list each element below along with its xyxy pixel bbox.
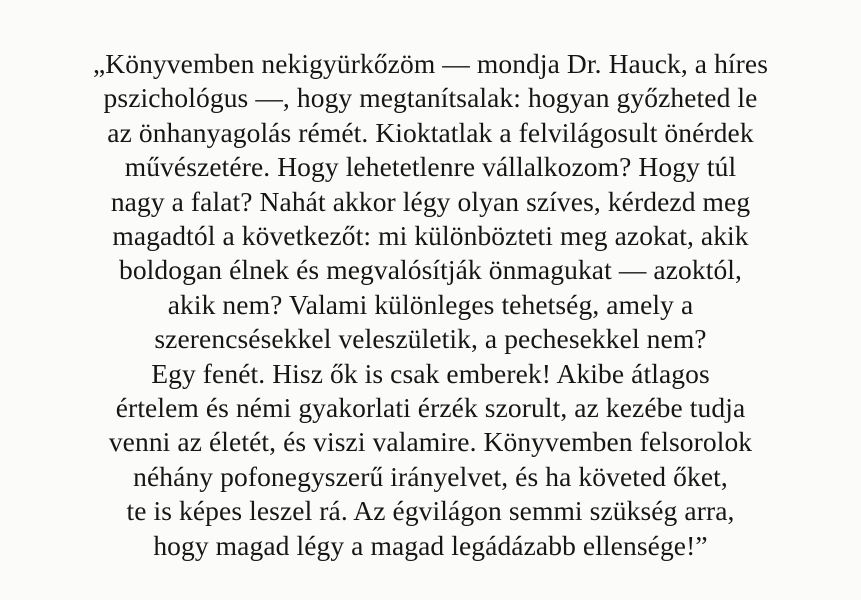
quote-line: Egy fenét. Hisz ők is csak emberek! Akibe átlagos [151, 357, 710, 389]
quote-line: venni az életét, és viszi valamire. Könyvemben felsorolok [108, 426, 753, 458]
quote-line: akik nem? Valami különleges tehetség, amely a [167, 288, 694, 320]
quote-line: boldogan élnek és megvalósítják önmagukat — azoktól, [118, 254, 743, 286]
quote-line: pszichológus —, hogy megtanítsalak: hogyan győzheted le [103, 82, 758, 114]
quote-line: értelem és némi gyakorlati érzék szorult, az kezébe tudja [115, 392, 746, 424]
quote-line: magadtól a következőt: mi különbözteti meg azokat, akik [112, 220, 749, 252]
quote-line: te is képes leszel rá. Az égvilágon semmi szükség arra, [126, 495, 735, 527]
quote-line: „Könyvemben nekigyürkőzöm — mondja Dr. Hauck, a híres [92, 48, 769, 79]
quote-line: néhány pofonegyszerű irányelvet, és ha követed őket, [133, 460, 728, 492]
quote-line: nagy a falat? Nahát akkor légy olyan szíves, kérdezd meg [110, 185, 751, 217]
quote-line: hogy magad légy a magad legádázabb ellensége!” [153, 529, 708, 561]
quote-paragraph [0, 47, 861, 563]
quote-line: művészetére. Hogy lehetetlenre vállalkozom? Hogy túl [124, 151, 737, 183]
quote-line: az önhanyagolás rémét. Kioktatlak a felvilágosult önérdek [107, 116, 754, 148]
quote-line: szerencsésekkel veleszületik, a pechesekkel nem? [154, 323, 707, 355]
